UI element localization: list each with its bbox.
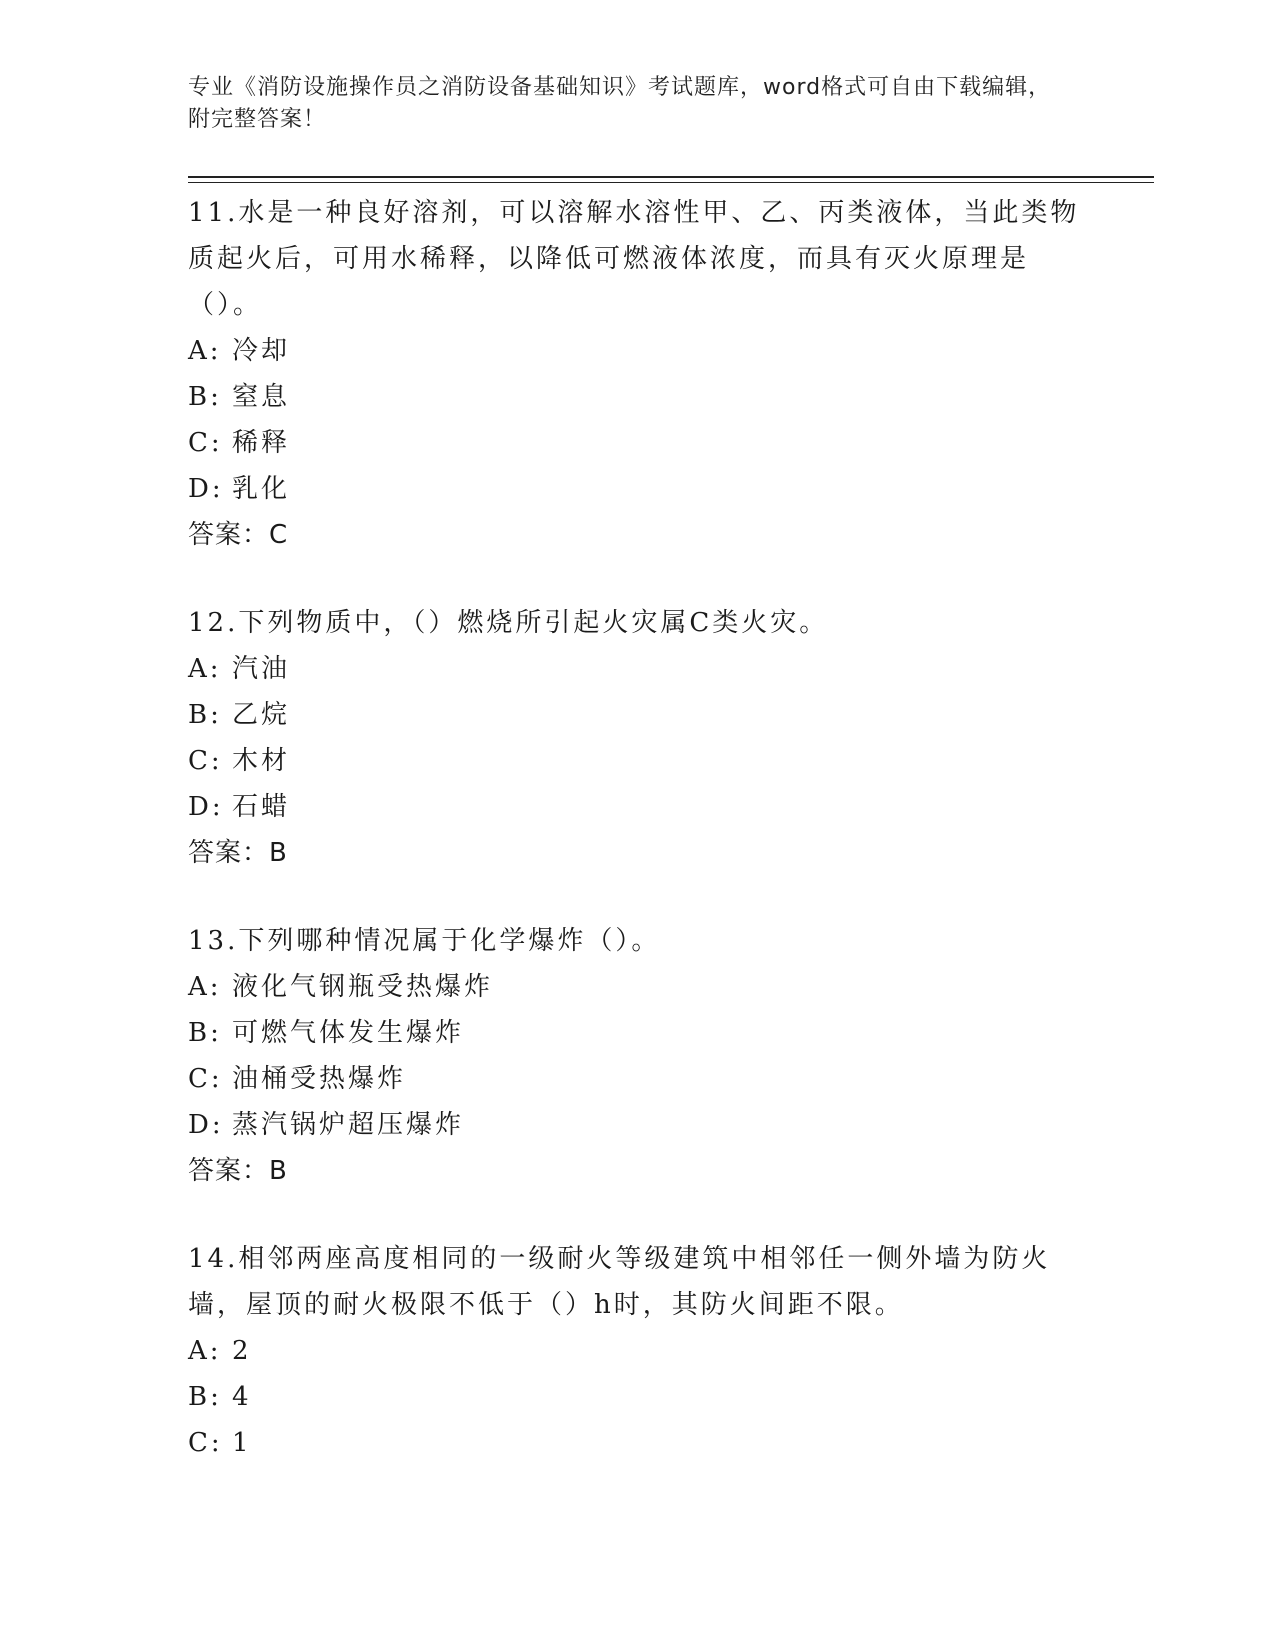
option-a: [188, 1328, 1088, 1374]
answer: 答案：B: [188, 838, 288, 868]
question-stem: [188, 918, 1088, 964]
option-a: [188, 328, 1088, 374]
option-key: B:: [188, 1018, 222, 1048]
option-text: 4: [232, 1382, 252, 1412]
option-c: [188, 420, 1088, 466]
option-d: [188, 1102, 1088, 1148]
option-b: [188, 692, 1088, 738]
option-b: [188, 374, 1088, 420]
option-d: [188, 784, 1088, 830]
option-text: 木材: [232, 746, 291, 776]
question-text: 相邻两座高度相同的一级耐火等级建筑中相邻任一侧外墙为防火墙，屋顶的耐火极限不低于（）h时，其防火间距不限。: [188, 1244, 1051, 1320]
question-14: [188, 1236, 1088, 1466]
answer: 答案：B: [188, 1156, 288, 1186]
option-key: C:: [188, 1428, 223, 1458]
option-text: 石蜡: [232, 792, 291, 822]
option-text: 稀释: [232, 428, 291, 458]
option-c: [188, 1056, 1088, 1102]
option-key: D:: [188, 474, 224, 504]
question-number: 13.: [188, 926, 239, 956]
question-stem: [188, 1236, 1088, 1328]
option-key: D:: [188, 1110, 224, 1140]
option-key: C:: [188, 428, 223, 458]
option-key: A:: [188, 1336, 222, 1366]
question-11: [188, 190, 1088, 558]
option-text: 汽油: [232, 654, 291, 684]
option-text: 油桶受热爆炸: [232, 1064, 407, 1094]
option-text: 乙烷: [232, 700, 291, 730]
option-d: [188, 466, 1088, 512]
question-text: 水是一种良好溶剂，可以溶解水溶性甲、乙、丙类液体，当此类物质起火后，可用水稀释，以降低可燃液体浓度，而具有灭火原理是（）。: [188, 198, 1080, 320]
question-stem: [188, 600, 1088, 646]
option-c: [188, 738, 1088, 784]
option-text: 冷却: [232, 336, 291, 366]
question-13: [188, 918, 1088, 1194]
option-a: [188, 964, 1088, 1010]
option-key: B:: [188, 1382, 222, 1412]
question-12: [188, 600, 1088, 876]
option-text: 窒息: [232, 382, 291, 412]
option-key: A:: [188, 336, 222, 366]
question-stem: [188, 190, 1088, 328]
option-text: 液化气钢瓶受热爆炸: [232, 972, 494, 1002]
option-key: B:: [188, 382, 222, 412]
option-c: [188, 1420, 1088, 1466]
question-text: 下列哪种情况属于化学爆炸（）。: [238, 926, 661, 956]
answer: 答案：C: [188, 520, 289, 550]
option-key: B:: [188, 700, 222, 730]
header-rule-thick: [188, 176, 1154, 178]
option-key: D:: [188, 792, 224, 822]
option-text: 乳化: [232, 474, 291, 504]
option-key: C:: [188, 746, 223, 776]
question-list: [188, 190, 1088, 1508]
option-key: A:: [188, 972, 222, 1002]
question-number: 11.: [188, 198, 239, 228]
option-text: 可燃气体发生爆炸: [232, 1018, 465, 1048]
option-b: [188, 1374, 1088, 1420]
option-text: 2: [232, 1336, 252, 1366]
option-b: [188, 1010, 1088, 1056]
question-text: 下列物质中，（）燃烧所引起火灾属C类火灾。: [238, 608, 829, 638]
question-number: 14.: [188, 1244, 239, 1274]
option-a: [188, 646, 1088, 692]
option-key: C:: [188, 1064, 223, 1094]
option-text: 1: [232, 1428, 252, 1458]
option-text: 蒸汽锅炉超压爆炸: [232, 1110, 465, 1140]
question-number: 12.: [188, 608, 239, 638]
header-rule-thin: [188, 182, 1154, 183]
option-key: A:: [188, 654, 222, 684]
page-header: 专业《消防设施操作员之消防设备基础知识》考试题库，word格式可自由下载编辑，附完整答案！: [188, 75, 1052, 132]
